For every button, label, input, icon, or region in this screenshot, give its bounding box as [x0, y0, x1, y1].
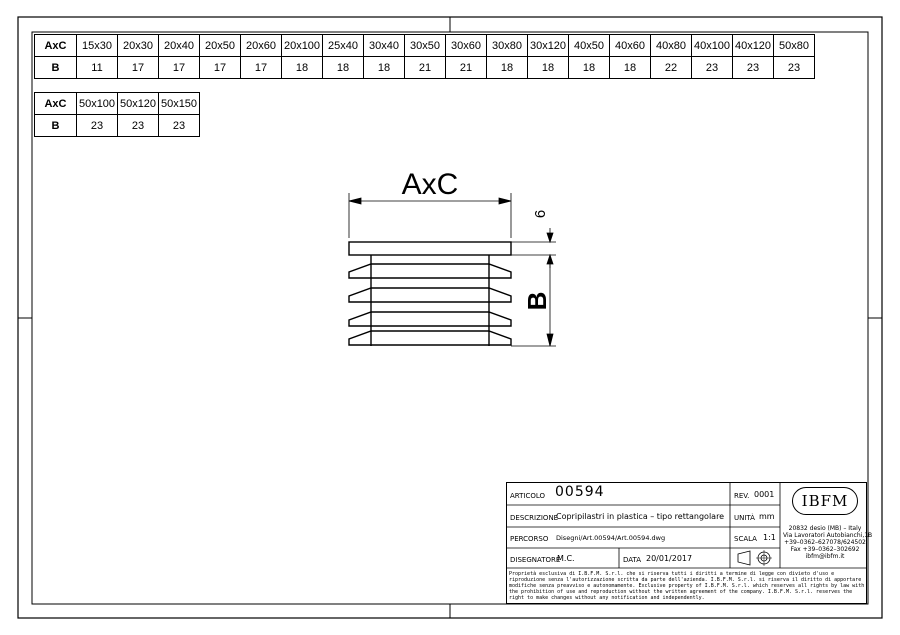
- scala-value: 1:1: [763, 533, 776, 542]
- legal-notice: [509, 571, 865, 601]
- title-block: [506, 482, 873, 604]
- table-cell: 18: [610, 57, 651, 79]
- rev-value: 0001: [754, 490, 775, 499]
- table-cell: 20x100: [282, 35, 323, 57]
- dim-thickness-label: 6: [532, 209, 549, 219]
- descrizione-label: DESCRIZIONE: [510, 514, 559, 522]
- table-header-label: AxC: [35, 35, 77, 57]
- table-cell: 50x80: [774, 35, 815, 57]
- table-cell: 40x80: [651, 35, 692, 57]
- rev-label: REV.: [734, 492, 750, 500]
- legal-notice-en: Exclusive property of I.B.F.M. S.r.l. which reserves all rights by law with the prohibition of use and reproduction without the written agreement of the company. I.B.F.M. S.r.l. reserves the right to make changes without any notification and independently.: [509, 583, 865, 601]
- articolo-value: 00594: [555, 484, 605, 500]
- legal-notice-it: Proprietà esclusiva di I.B.F.M. S.r.l. che si riserva tutti i diritti a termine di legge con divieto d'uso e riproduzione senza l'autorizzazione scritta da parte dell'azienda. I.B.F.M. S.r.l. si riserva il diritto di apportare modifiche senza preavviso e autonomamente.: [509, 571, 862, 589]
- data-value: 20/01/2017: [646, 554, 693, 563]
- dim-axc-label: AxC: [401, 168, 459, 201]
- dimension-table-1: [34, 34, 815, 79]
- table-cell: 17: [200, 57, 241, 79]
- table-row-label: B: [35, 115, 77, 137]
- table-cell: 30x40: [364, 35, 405, 57]
- table-cell: 40x120: [733, 35, 774, 57]
- table-cell: 21: [446, 57, 487, 79]
- table-cell: 18: [364, 57, 405, 79]
- address-line: ibfm@ibfm.it: [805, 553, 845, 560]
- table-cell: 50x100: [77, 93, 118, 115]
- table-cell: 20x50: [200, 35, 241, 57]
- address-line: 20832 desio (MB) – Italy: [788, 525, 862, 532]
- data-label: DATA: [623, 556, 642, 564]
- table-cell: 23: [118, 115, 159, 137]
- table-row-axc: [35, 93, 200, 115]
- articolo-label: ARTICOLO: [510, 492, 546, 500]
- part-drawing: [349, 242, 511, 346]
- company-address: [783, 525, 873, 560]
- descrizione-value: Copripilastri in plastica – tipo rettangolare: [556, 512, 725, 521]
- table-cell: 50x120: [118, 93, 159, 115]
- table-cell: 18: [323, 57, 364, 79]
- table-cell: 18: [282, 57, 323, 79]
- table-cell: 23: [733, 57, 774, 79]
- dimension-table-2: [34, 92, 200, 137]
- scala-label: SCALA: [734, 535, 757, 543]
- table-cell: 23: [77, 115, 118, 137]
- disegnatore-label: DISEGNATORE: [510, 556, 561, 564]
- table-cell: 23: [692, 57, 733, 79]
- table-cell: 20x40: [159, 35, 200, 57]
- table-cell: 25x40: [323, 35, 364, 57]
- cap-flange: [349, 242, 511, 255]
- fin-1: [349, 264, 511, 278]
- fin-2: [349, 288, 511, 302]
- table-row-b: [35, 115, 200, 137]
- table-cell: 21: [405, 57, 446, 79]
- projection-symbol-icon: [736, 550, 776, 566]
- table-row-label: B: [35, 57, 77, 79]
- table-cell: 15x30: [77, 35, 118, 57]
- table-cell: 17: [118, 57, 159, 79]
- address-line: +39–0362–627078/624502: [784, 539, 866, 546]
- table-cell: 20x30: [118, 35, 159, 57]
- table-cell: 30x60: [446, 35, 487, 57]
- table-cell: 22: [651, 57, 692, 79]
- table-cell: 30x120: [528, 35, 569, 57]
- disegnatore-value: M.C.: [557, 554, 575, 563]
- table-cell: 40x100: [692, 35, 733, 57]
- table-cell: 11: [77, 57, 118, 79]
- table-cell: 40x50: [569, 35, 610, 57]
- address-line: Fax +39–0362–302692: [790, 546, 860, 553]
- table-cell: 30x80: [487, 35, 528, 57]
- unita-label: UNITÀ: [734, 514, 755, 522]
- table-cell: 20x60: [241, 35, 282, 57]
- table-cell: 23: [159, 115, 200, 137]
- table-row-axc: [35, 35, 815, 57]
- unita-value: mm: [759, 512, 775, 521]
- table-cell: 18: [528, 57, 569, 79]
- table-cell: 50x150: [159, 93, 200, 115]
- fin-3: [349, 312, 511, 326]
- table-cell: 23: [774, 57, 815, 79]
- table-row-b: [35, 57, 815, 79]
- table-cell: 18: [487, 57, 528, 79]
- fin-4: [349, 331, 511, 345]
- percorso-label: PERCORSO: [510, 535, 549, 543]
- dim-b-label: B: [522, 291, 552, 311]
- address-line: Via Lavoratori Autobianchi,1B: [783, 532, 873, 539]
- table-cell: 17: [241, 57, 282, 79]
- table-cell: 30x50: [405, 35, 446, 57]
- percorso-value: Disegni/Art.00594/Art.00594.dwg: [556, 534, 666, 542]
- table-cell: 40x60: [610, 35, 651, 57]
- table-header-label: AxC: [35, 93, 77, 115]
- ibfm-logo: IBFM: [792, 487, 858, 515]
- table-cell: 17: [159, 57, 200, 79]
- table-cell: 18: [569, 57, 610, 79]
- dim-thickness: [511, 228, 556, 268]
